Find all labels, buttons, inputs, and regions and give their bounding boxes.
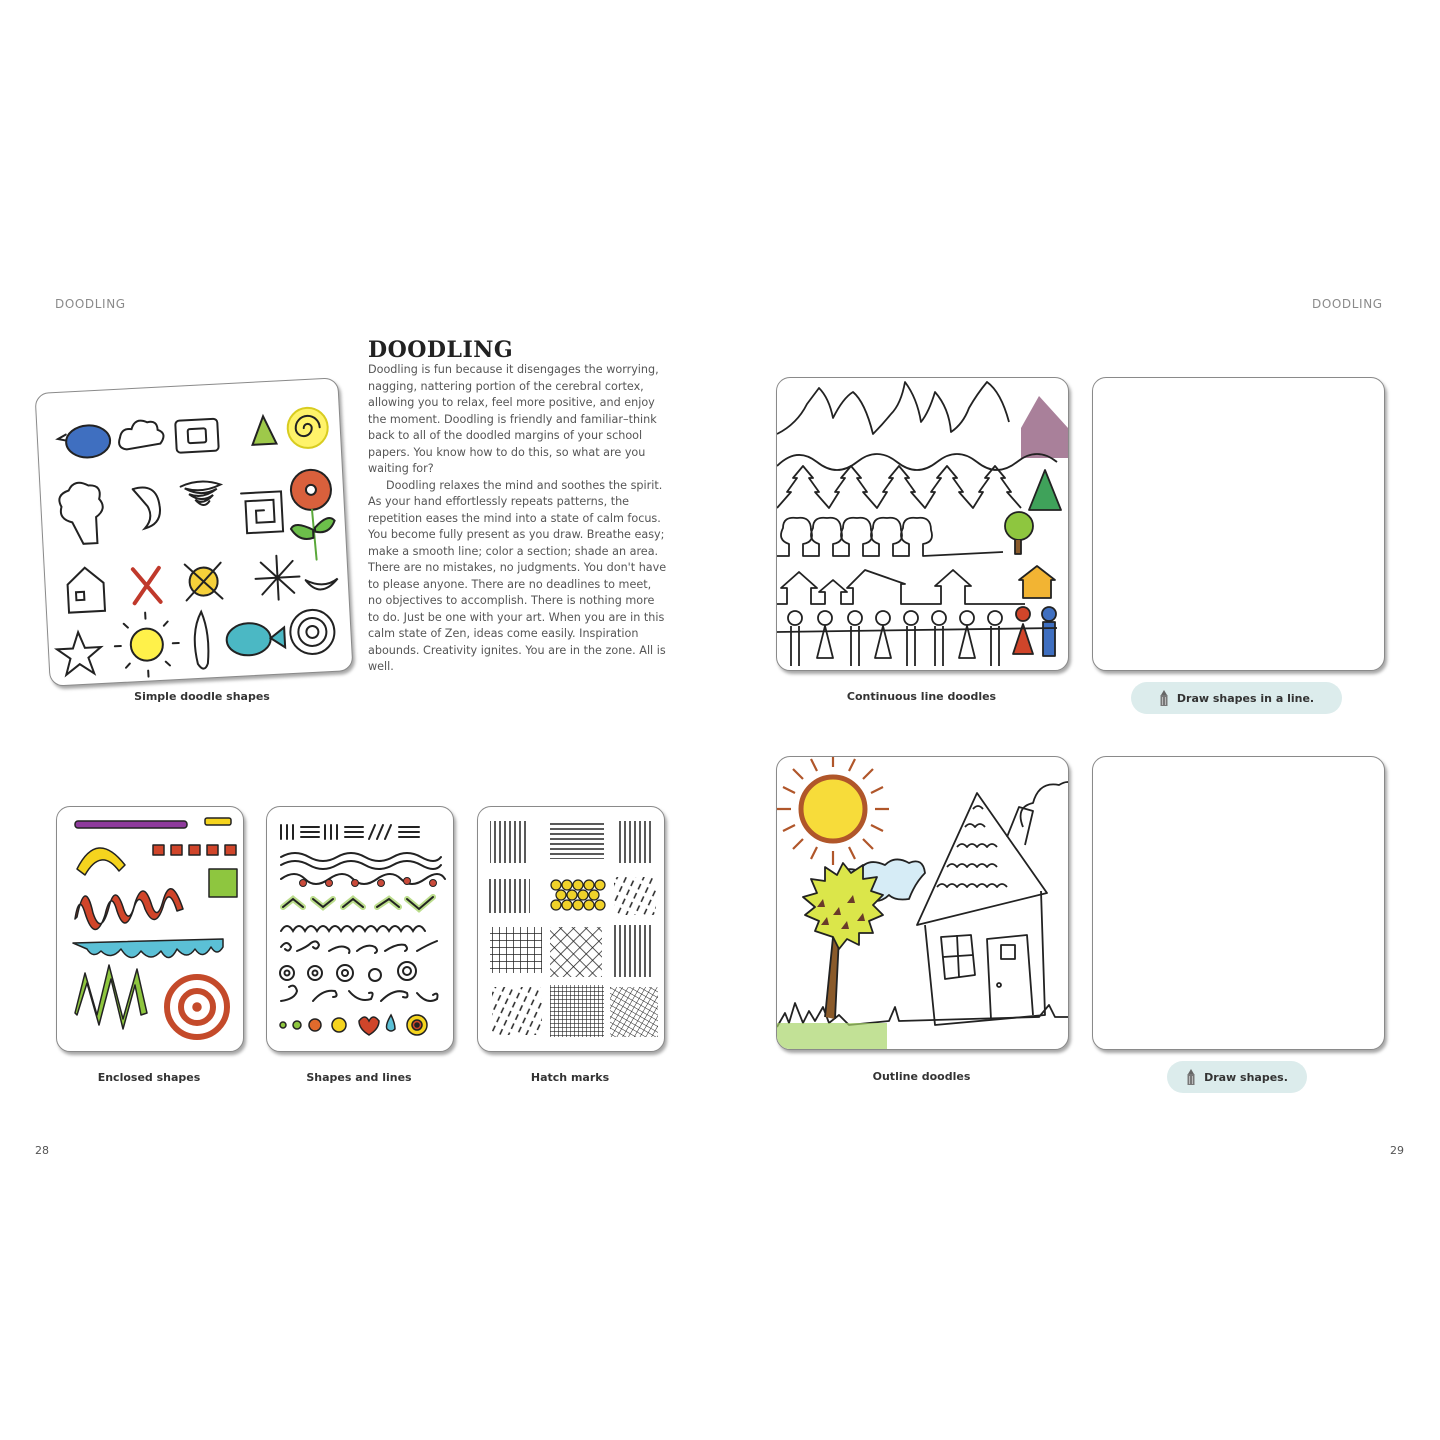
caption-hatch-marks: Hatch marks	[530, 1071, 610, 1084]
article-body	[368, 362, 668, 676]
article-paragraph-2: Doodling relaxes the mind and soothes the spirit. As your hand effortlessly repeats patterns, the repetition eases the mind into a state of calm focus. You become fully present as you draw. Breathe easy; make a smooth line; color a section; shade an area. There are no mistakes, no judgments. You don't have to please anyone. There are no deadlines to meet, no objectives to accomplish. There is nothing more to do. Just be one with your art. When you are in this calm state of Zen, ideas come easily. Inspiration abounds. Creativity ignites. You are in the zone. All is well.	[368, 478, 667, 673]
simple-doodle-shapes-illustration	[36, 378, 353, 685]
shapes-and-lines-illustration	[267, 807, 453, 1051]
caption-shapes-and-lines: Shapes and lines	[306, 1071, 412, 1084]
article-title: DOODLING	[368, 337, 514, 363]
page-number-right: 29	[1390, 1144, 1404, 1157]
figure-enclosed-shapes	[56, 806, 244, 1052]
continuous-line-doodles-illustration	[777, 378, 1068, 670]
caption-continuous-line-doodles: Continuous line doodles	[846, 690, 997, 703]
prompt-draw-shapes-in-a-line	[1131, 682, 1342, 714]
figure-outline-doodles	[776, 756, 1069, 1050]
caption-enclosed-shapes: Enclosed shapes	[97, 1071, 201, 1084]
article-paragraph-1: Doodling is fun because it disengages the worrying, nagging, nattering portion of the cerebral cortex, allowing you to relax, feel more positive, and enjoy the moment. Doodling is friendly and familiar–think back to all of the doodled margins of your school papers. You know how to do this, so what are you waiting for?	[368, 363, 659, 475]
practice-frame-shapes[interactable]	[1092, 756, 1385, 1050]
practice-frame-shapes-in-a-line[interactable]	[1092, 377, 1385, 671]
hatch-marks-illustration	[478, 807, 664, 1051]
figure-continuous-line-doodles	[776, 377, 1069, 671]
caption-outline-doodles: Outline doodles	[872, 1070, 971, 1083]
caption-simple-doodle-shapes: Simple doodle shapes	[134, 690, 270, 703]
prompt-label: Draw shapes in a line.	[1176, 691, 1315, 705]
pencil-icon	[1159, 690, 1169, 706]
running-head-right: DOODLING	[1312, 297, 1383, 311]
figure-shapes-and-lines	[266, 806, 454, 1052]
running-head-left: DOODLING	[55, 297, 126, 311]
outline-doodles-illustration	[777, 757, 1068, 1049]
prompt-draw-shapes	[1167, 1061, 1307, 1093]
figure-hatch-marks	[477, 806, 665, 1052]
figure-simple-doodle-shapes	[35, 377, 354, 687]
enclosed-shapes-illustration	[57, 807, 243, 1051]
prompt-label: Draw shapes.	[1204, 1070, 1288, 1084]
page-number-left: 28	[35, 1144, 49, 1157]
pencil-icon	[1186, 1069, 1196, 1085]
